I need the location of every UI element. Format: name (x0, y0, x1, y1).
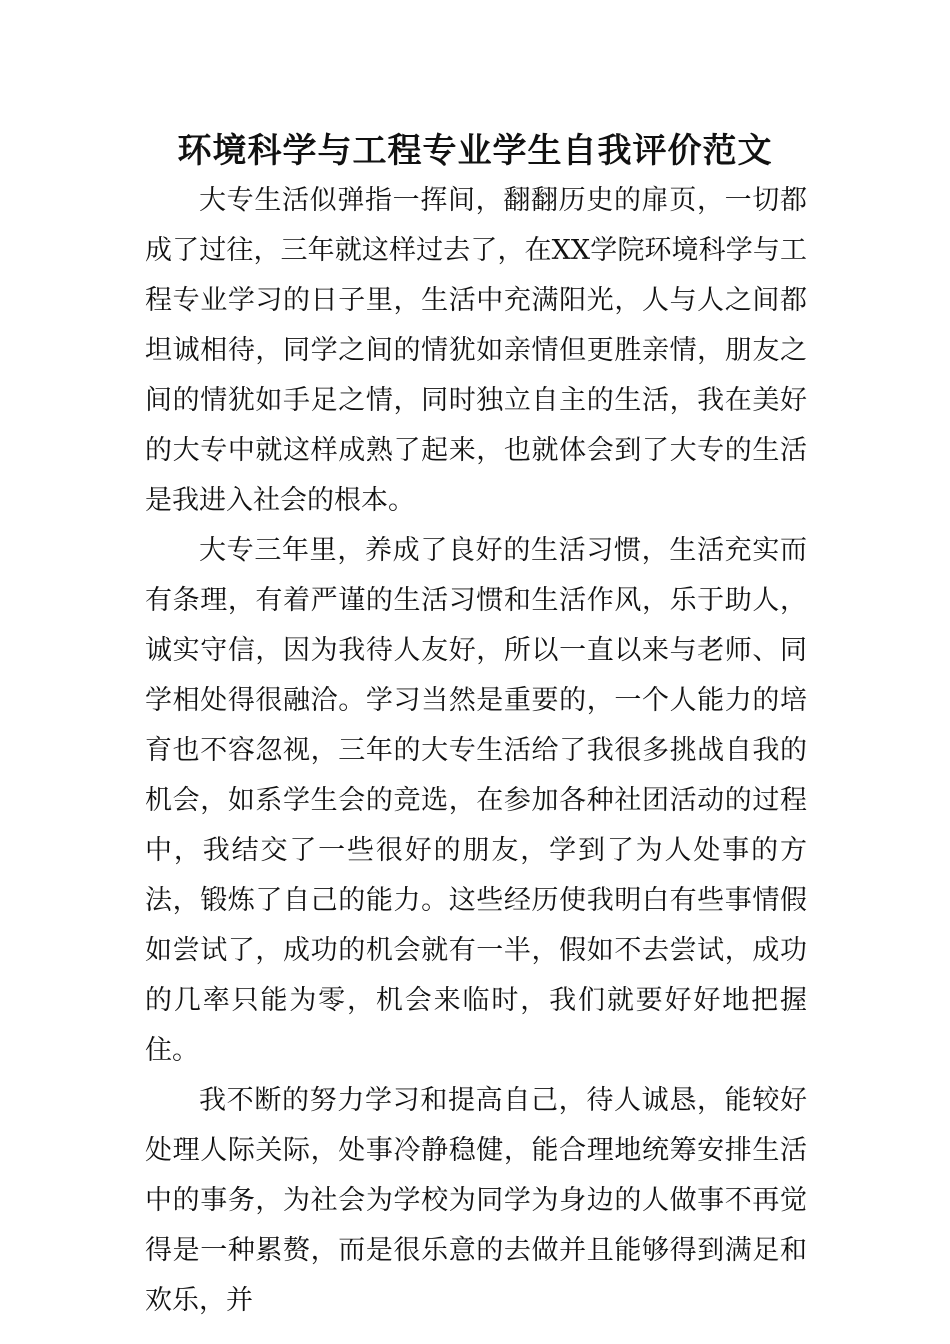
document-title: 环境科学与工程专业学生自我评价范文 (177, 131, 773, 171)
paragraph-3: 我不断的努力学习和提高自己，待人诚恳，能较好处理人际关际，处事冷静稳健，能合理地统筹安排生活中的事务，为社会为学校为同学为身边的人做事不再觉得是一种累赘，而是很乐意的去做并且能够得到满足和欢乐，并 (145, 1085, 807, 1316)
document-body (145, 176, 807, 1326)
paragraph-1: 大专生活似弹指一挥间，翻翻历史的扉页，一切都成了过往，三年就这样过去了，在XX学院环境科学与工程专业学习的日子里，生活中充满阳光，人与人之间都坦诚相待，同学之间的情犹如亲情但更胜亲情，朋友之间的情犹如手足之情，同时独立自主的生活，我在美好的大专中就这样成熟了起来，也就体会到了大专的生活是我进入社会的根本。 (145, 185, 807, 516)
paragraph-2: 大专三年里，养成了良好的生活习惯，生活充实而有条理，有着严谨的生活习惯和生活作风，乐于助人，诚实守信，因为我待人友好，所以一直以来与老师、同学相处得很融洽。学习当然是重要的，一个人能力的培育也不容忽视，三年的大专生活给了我很多挑战自我的机会，如系学生会的竞选，在参加各种社团活动的过程中，我结交了一些很好的朋友，学到了为人处事的方法，锻炼了自己的能力。这些经历使我明白有些事情假如尝试了，成功的机会就有一半，假如不去尝试，成功的几率只能为零，机会来临时，我们就要好好地把握住。 (145, 535, 807, 1066)
